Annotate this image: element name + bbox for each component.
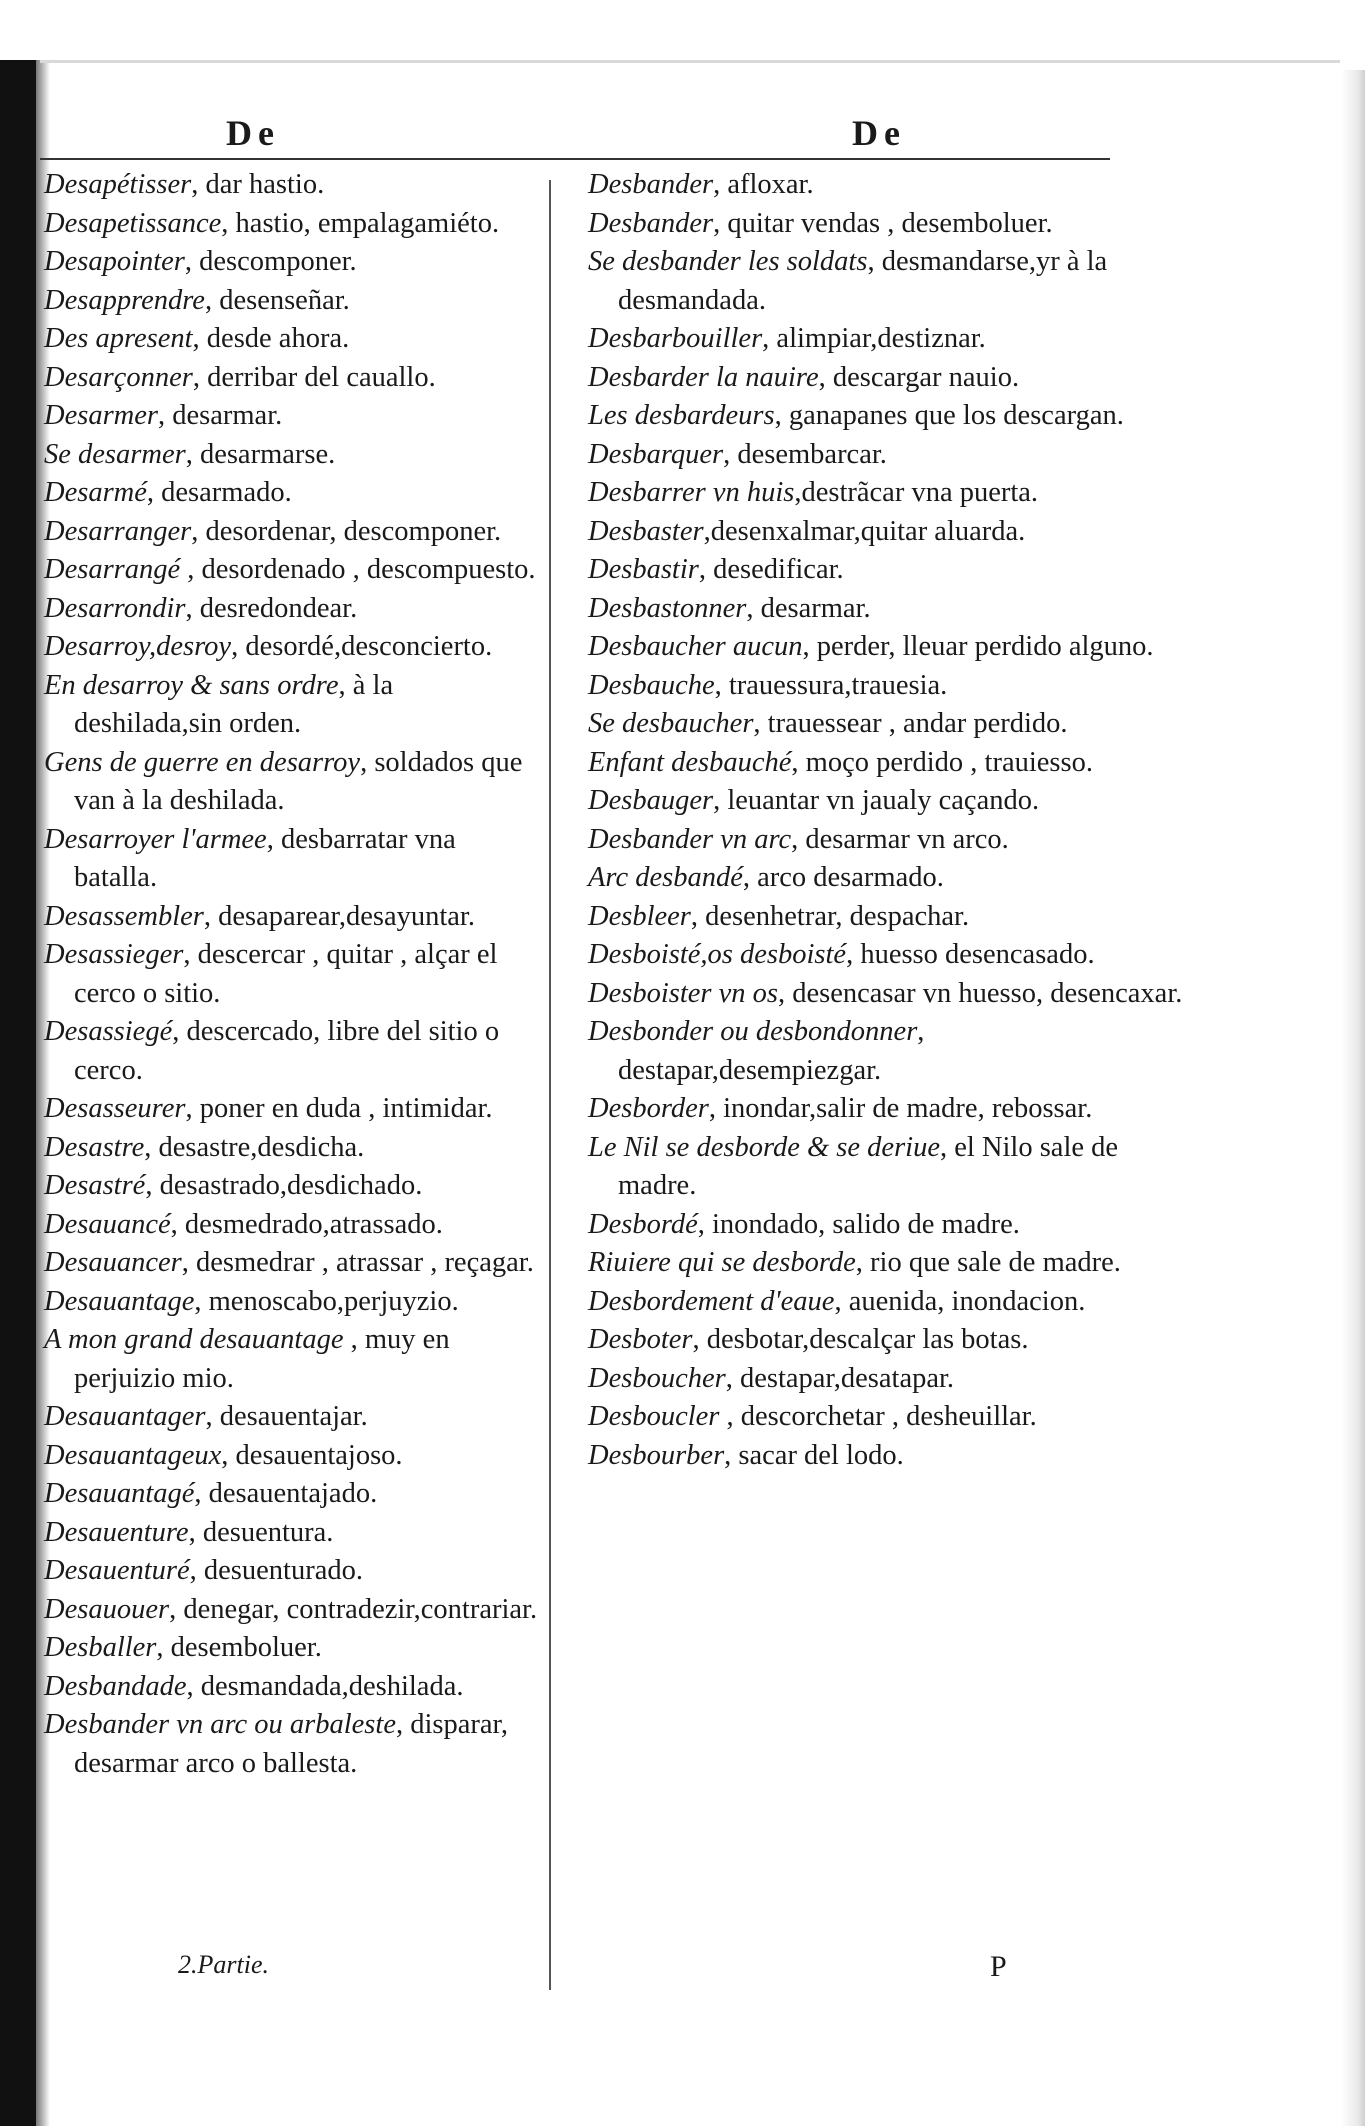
entry-headword: Desbarrer vn huis xyxy=(588,477,795,508)
header-rule xyxy=(40,158,1110,160)
entry-definition: ganapanes que los descargan. xyxy=(788,400,1124,431)
entry-headword: Desbastonner xyxy=(588,592,747,624)
entry-separator: , xyxy=(231,631,246,662)
entry-definition: desedificar. xyxy=(713,554,844,585)
entry-headword: Desarmer xyxy=(44,400,158,431)
entry-separator: , xyxy=(191,515,206,547)
entry-definition: desastrado,desdichado. xyxy=(159,1170,423,1201)
entry-headword: Desarroyer l'armee xyxy=(44,823,267,855)
entry-definition: desredondear. xyxy=(199,592,358,624)
entry-separator: , xyxy=(724,1439,739,1471)
dictionary-entry xyxy=(44,821,544,898)
entry-headword: Desarçonner xyxy=(44,361,193,393)
entry-separator: , xyxy=(703,515,711,547)
entry-definition: soldados que van à la deshilada. xyxy=(74,746,523,816)
entry-separator: , xyxy=(746,592,761,624)
entry-definition: descercar , quitar , alçar el cerco o sitio. xyxy=(74,939,498,1009)
dictionary-entry xyxy=(44,628,544,667)
left-column xyxy=(44,166,544,1783)
entry-definition: trauessura,trauesia. xyxy=(728,669,948,701)
running-head-left: De xyxy=(226,113,280,153)
entry-definition: desordé,desconcierto. xyxy=(245,631,493,662)
entry-headword: Desauantagé xyxy=(44,1478,195,1509)
entry-separator: , xyxy=(818,361,833,393)
entry-definition: leuantar vn jaualy caçando. xyxy=(727,785,1040,816)
dictionary-entry xyxy=(44,436,544,475)
running-head-right: De xyxy=(852,113,906,153)
entry-separator: , xyxy=(834,1285,849,1317)
dictionary-entry xyxy=(44,936,544,1013)
dictionary-entry xyxy=(44,1437,544,1476)
entry-separator: , xyxy=(156,1632,171,1663)
dictionary-entry xyxy=(588,1090,1188,1129)
entry-headword: Desbaucher aucun xyxy=(588,631,803,662)
dictionary-entry xyxy=(44,551,544,590)
entry-definition: descargar nauio. xyxy=(832,361,1020,393)
entry-headword: Desassieger xyxy=(44,939,184,970)
entry-headword: En desarroy & sans ordre xyxy=(44,669,339,701)
entry-separator: , xyxy=(794,477,802,508)
dictionary-entry xyxy=(588,1013,1188,1090)
entry-headword: Se desarmer xyxy=(44,438,186,470)
entry-separator: , xyxy=(192,323,207,354)
entry-definition: desarmarse. xyxy=(199,438,336,470)
entry-definition: desenhetrar, despachar. xyxy=(705,900,970,932)
dictionary-entry xyxy=(44,1129,544,1168)
dictionary-entry xyxy=(44,1167,544,1206)
dictionary-entry xyxy=(44,1206,544,1245)
entry-headword: Desauancer xyxy=(44,1247,182,1278)
entry-definition: desarmar. xyxy=(172,400,283,431)
entry-separator: , xyxy=(791,823,806,855)
dictionary-entry xyxy=(588,1437,1188,1476)
right-column xyxy=(588,166,1188,1475)
dictionary-entry xyxy=(44,1321,544,1398)
dictionary-entry xyxy=(44,359,544,398)
signature-mark: 2.Partie. xyxy=(178,1950,269,1979)
catchword: P xyxy=(990,1950,1007,1983)
entry-definition: sacar del lodo. xyxy=(738,1439,904,1471)
dictionary-entry xyxy=(588,513,1188,552)
dictionary-entry xyxy=(588,744,1188,783)
entry-separator: , xyxy=(698,554,714,585)
entry-separator: , xyxy=(708,1093,724,1124)
entry-separator: , xyxy=(189,1555,204,1586)
entry-definition: desde ahora. xyxy=(206,323,350,354)
entry-definition: alimpiar,destiznar. xyxy=(776,323,986,354)
page-top-edge xyxy=(40,60,1340,63)
entry-definition: desordenado , descompuesto. xyxy=(201,554,536,585)
dictionary-entry xyxy=(588,821,1188,860)
dictionary-entry xyxy=(588,320,1188,359)
entry-headword: Desbordé xyxy=(588,1208,698,1240)
entry-headword: Desauenture xyxy=(44,1516,189,1548)
entry-separator: , xyxy=(194,1478,209,1509)
entry-headword: Desborder xyxy=(588,1093,709,1124)
entry-separator: , xyxy=(917,1016,925,1047)
book-binding-shadow xyxy=(0,60,36,2126)
entry-headword: Desauouer xyxy=(44,1593,170,1625)
entry-separator: , xyxy=(170,1208,185,1240)
entry-definition: destapar,desatapar. xyxy=(739,1362,955,1394)
dictionary-entry xyxy=(44,1090,544,1129)
entry-definition: quitar vendas , desemboluer. xyxy=(727,207,1053,239)
dictionary-entry xyxy=(588,859,1188,898)
entry-headword: Desauenturé xyxy=(44,1555,190,1586)
entry-separator: , xyxy=(185,592,200,624)
dictionary-entry xyxy=(588,898,1188,937)
entry-separator: , xyxy=(725,1362,740,1394)
dictionary-entry xyxy=(588,474,1188,513)
entry-separator: , xyxy=(188,1516,203,1548)
entry-headword: Arc desbandé xyxy=(588,862,743,893)
entry-separator: , xyxy=(338,669,353,701)
entry-definition: desbotar,descalçar las botas. xyxy=(706,1324,1029,1355)
entry-definition: el Nilo sale de madre. xyxy=(618,1131,1119,1201)
entry-headword: Desassiegé xyxy=(44,1016,173,1047)
entry-headword: Desbarder la nauire xyxy=(588,361,819,393)
entry-definition: afloxar. xyxy=(727,169,814,200)
entry-separator: , xyxy=(145,1170,160,1201)
entry-headword: Desbander xyxy=(588,207,714,239)
entry-separator: , xyxy=(183,939,198,970)
entry-headword: Desboter xyxy=(588,1324,693,1355)
entry-headword: Desboucler xyxy=(588,1401,720,1432)
dictionary-entry xyxy=(44,1552,544,1591)
dictionary-entry xyxy=(588,1321,1188,1360)
entry-headword: Desbonder ou desbondonner xyxy=(588,1016,918,1047)
entry-headword: Desarranger xyxy=(44,515,192,547)
entry-definition: desmandarse,yr à la desmandada. xyxy=(618,246,1108,316)
entry-separator: , xyxy=(867,246,882,277)
entry-definition: desuenturado. xyxy=(203,1555,363,1586)
entry-definition: descorchetar , desheuillar. xyxy=(740,1401,1037,1432)
entry-definition: moço perdido , trauiesso. xyxy=(805,746,1093,778)
entry-headword: Desbander vn arc ou arbaleste xyxy=(44,1709,396,1740)
entry-headword: Desassembler xyxy=(44,900,204,932)
entry-separator: , xyxy=(360,746,375,778)
entry-definition: arco desarmado. xyxy=(757,862,944,893)
dictionary-entry xyxy=(44,513,544,552)
entry-headword: Le Nil se desborde & se deriue xyxy=(588,1131,940,1163)
entry-definition: destapar,desempiezgar. xyxy=(618,1054,882,1086)
entry-headword: Desbleer xyxy=(588,900,691,932)
entry-headword: Desbastir xyxy=(588,554,699,585)
entry-separator: , xyxy=(191,169,206,200)
entry-definition: rio que sale de madre. xyxy=(870,1247,1121,1278)
dictionary-entry xyxy=(44,282,544,321)
dictionary-entry xyxy=(588,628,1188,667)
entry-headword: Desbarquer xyxy=(588,438,724,470)
entry-definition: derribar del cauallo. xyxy=(207,361,436,393)
entry-separator: , xyxy=(343,1324,365,1355)
entry-headword: Desauantage xyxy=(44,1285,195,1317)
dictionary-entry xyxy=(44,898,544,937)
entry-definition: auenida, inondacion. xyxy=(848,1285,1086,1317)
entry-definition: muy en perjuizio mio. xyxy=(74,1324,450,1394)
entry-headword: Desarrangé xyxy=(44,554,181,585)
dictionary-entry xyxy=(44,1283,544,1322)
entry-definition: à la deshilada,sin orden. xyxy=(74,669,394,739)
entry-separator: , xyxy=(266,823,281,855)
dictionary-entry xyxy=(44,744,544,821)
entry-separator: , xyxy=(939,1131,955,1163)
entry-headword: Desauancé xyxy=(44,1208,171,1240)
entry-headword: Desboisté,os desboisté xyxy=(588,939,847,970)
entry-headword: Desapprendre xyxy=(44,284,205,316)
dictionary-entry xyxy=(588,590,1188,629)
dictionary-entry xyxy=(44,1706,544,1783)
entry-definition: desordenar, descomponer. xyxy=(205,515,502,547)
dictionary-entry xyxy=(588,705,1188,744)
entry-definition: desenseñar. xyxy=(219,284,350,316)
entry-definition: desarmar. xyxy=(760,592,871,624)
dictionary-entry xyxy=(44,667,544,744)
entry-definition: denegar, contradezir,contrariar. xyxy=(183,1593,538,1625)
entry-separator: , xyxy=(692,1324,707,1355)
entry-definition: hastio, empalagamiéto. xyxy=(235,207,500,239)
entry-definition: desmedrar , atrassar , reçagar. xyxy=(195,1247,534,1278)
entry-headword: Desbander xyxy=(588,169,714,200)
entry-definition: desaparear,desayuntar. xyxy=(218,900,475,932)
entry-separator: , xyxy=(203,900,219,932)
dictionary-entry xyxy=(44,1591,544,1630)
entry-separator: , xyxy=(184,246,200,277)
entry-separator: , xyxy=(221,207,236,239)
entry-definition: desuentura. xyxy=(202,1516,334,1548)
dictionary-entry xyxy=(588,1283,1188,1322)
entry-headword: Desauantageux xyxy=(44,1439,222,1471)
entry-separator: , xyxy=(172,1016,187,1047)
dictionary-entry xyxy=(44,397,544,436)
entry-definition: huesso desencasado. xyxy=(860,939,1095,970)
entry-separator: , xyxy=(846,939,861,970)
entry-definition: desastre,desdicha. xyxy=(158,1131,365,1163)
entry-definition: desarmar vn arco. xyxy=(805,823,1009,855)
entry-headword: Desbauger xyxy=(588,785,714,816)
entry-headword: Enfant desbauché xyxy=(588,746,792,778)
entry-headword: Desballer xyxy=(44,1632,157,1663)
entry-headword: Desbaster xyxy=(588,515,704,547)
entry-definition: desauentajar. xyxy=(219,1401,368,1432)
page-right-edge xyxy=(1341,70,1365,2126)
entry-separator: , xyxy=(855,1247,871,1278)
dictionary-entry xyxy=(44,1398,544,1437)
entry-headword: Se desbaucher xyxy=(588,708,754,739)
entry-separator: , xyxy=(395,1709,411,1740)
entry-headword: Desauantager xyxy=(44,1401,206,1432)
entry-headword: Des apresent xyxy=(44,323,193,354)
dictionary-entry xyxy=(44,1514,544,1553)
entry-separator: , xyxy=(723,438,738,470)
dictionary-entry xyxy=(588,782,1188,821)
entry-separator: , xyxy=(180,554,202,585)
entry-headword: Riuiere qui se desborde xyxy=(588,1247,856,1278)
entry-headword: Se desbander les soldats xyxy=(588,246,868,277)
entry-separator: , xyxy=(221,1439,236,1471)
dictionary-entry xyxy=(588,936,1188,975)
dictionary-entry xyxy=(588,1129,1188,1206)
entry-headword: Desbauche xyxy=(588,669,715,701)
entry-headword: Gens de guerre en desarroy xyxy=(44,746,361,778)
column-divider xyxy=(549,180,551,1990)
entry-definition: desenxalmar,quitar aluarda. xyxy=(710,515,1026,547)
entry-definition: trauessear , andar perdido. xyxy=(767,708,1068,739)
entry-definition: destrãcar vna puerta. xyxy=(801,477,1039,508)
dictionary-entry xyxy=(44,166,544,205)
entry-definition: desmandada,deshilada. xyxy=(200,1670,464,1702)
dictionary-entry xyxy=(588,1206,1188,1245)
entry-separator: , xyxy=(774,400,789,431)
entry-definition: disparar, desarmar arco o ballesta. xyxy=(74,1709,508,1779)
entry-headword: Desbordement d'eaue xyxy=(588,1285,835,1317)
dictionary-entry xyxy=(44,474,544,513)
entry-definition: inondado, salido de madre. xyxy=(712,1208,1020,1240)
entry-headword: Desboucher xyxy=(588,1362,726,1394)
entry-separator: , xyxy=(186,1670,201,1702)
entry-headword: Desbourber xyxy=(588,1439,725,1471)
dictionary-entry xyxy=(44,590,544,629)
entry-separator: , xyxy=(185,438,200,470)
entry-separator: , xyxy=(192,361,208,393)
entry-separator: , xyxy=(762,323,777,354)
entry-separator: , xyxy=(204,284,220,316)
dictionary-entry xyxy=(588,1398,1188,1437)
entry-separator: , xyxy=(146,477,162,508)
entry-separator: , xyxy=(690,900,706,932)
entry-headword: Desbarbouiller xyxy=(588,323,763,354)
entry-definition: descercado, libre del sitio o cerco. xyxy=(74,1016,500,1086)
dictionary-entry xyxy=(588,166,1188,205)
dictionary-entry xyxy=(44,1013,544,1090)
entry-headword: Desasseurer xyxy=(44,1093,186,1124)
entry-headword: Desarroy,desroy xyxy=(44,631,232,662)
entry-headword: Desapetissance xyxy=(44,207,222,239)
entry-definition: desauentajado. xyxy=(208,1478,378,1509)
dictionary-entry xyxy=(588,205,1188,244)
dictionary-entry xyxy=(44,205,544,244)
entry-headword: Desarmé xyxy=(44,477,147,508)
dictionary-entry xyxy=(588,243,1188,320)
dictionary-entry xyxy=(44,320,544,359)
entry-definition: dar hastio. xyxy=(205,169,325,200)
dictionary-entry xyxy=(588,397,1188,436)
entry-separator: , xyxy=(169,1593,184,1625)
entry-headword: Desapétisser xyxy=(44,169,192,200)
entry-headword: Desapointer xyxy=(44,246,185,277)
dictionary-entry xyxy=(44,1244,544,1283)
entry-separator: , xyxy=(719,1401,741,1432)
dictionary-entry xyxy=(588,975,1188,1014)
dictionary-entry xyxy=(44,1629,544,1668)
dictionary-entry xyxy=(44,1668,544,1707)
entry-headword: Les desbardeurs xyxy=(588,400,775,431)
entry-separator: , xyxy=(791,746,806,778)
dictionary-entry xyxy=(588,1244,1188,1283)
entry-separator: , xyxy=(185,1093,200,1124)
entry-separator: , xyxy=(144,1131,159,1163)
entry-headword: Desastre xyxy=(44,1131,145,1163)
entry-definition: desmedrado,atrassado. xyxy=(184,1208,443,1240)
entry-definition: desauentajoso. xyxy=(235,1439,403,1471)
entry-definition: poner en duda , intimidar. xyxy=(199,1093,493,1124)
entry-separator: , xyxy=(713,169,728,200)
dictionary-page xyxy=(40,70,1300,2070)
entry-definition: inondar,salir de madre, rebossar. xyxy=(723,1093,1093,1124)
dictionary-entry xyxy=(588,667,1188,706)
entry-definition: descomponer. xyxy=(199,246,357,277)
entry-definition: menoscabo,perjuyzio. xyxy=(208,1285,459,1317)
dictionary-entry xyxy=(588,436,1188,475)
entry-separator: , xyxy=(194,1285,209,1317)
entry-separator: , xyxy=(205,1401,220,1432)
entry-definition: desarmado. xyxy=(161,477,292,508)
dictionary-entry xyxy=(588,359,1188,398)
entry-definition: desembarcar. xyxy=(737,438,887,470)
entry-separator: , xyxy=(697,1208,713,1240)
dictionary-entry xyxy=(44,243,544,282)
entry-separator: , xyxy=(158,400,173,431)
entry-definition: desemboluer. xyxy=(170,1632,322,1663)
entry-headword: Desboister vn os xyxy=(588,977,778,1009)
entry-headword: Desastré xyxy=(44,1170,146,1201)
entry-separator: , xyxy=(714,669,729,701)
entry-headword: Desbander vn arc xyxy=(588,823,792,855)
entry-headword: A mon grand desauantage xyxy=(44,1324,344,1355)
dictionary-entry xyxy=(588,1360,1188,1399)
entry-definition: desbarratar vna batalla. xyxy=(74,823,456,893)
entry-separator: , xyxy=(713,207,728,239)
entry-definition: perder, lleuar perdido alguno. xyxy=(816,631,1154,662)
entry-headword: Desbandade xyxy=(44,1670,187,1702)
entry-separator: , xyxy=(802,631,817,662)
entry-definition: desencasar vn huesso, desencaxar. xyxy=(792,977,1183,1009)
entry-headword: Desarrondir xyxy=(44,592,186,624)
entry-separator: , xyxy=(777,977,793,1009)
entry-separator: , xyxy=(181,1247,196,1278)
dictionary-entry xyxy=(44,1475,544,1514)
entry-separator: , xyxy=(742,862,758,893)
dictionary-entry xyxy=(588,551,1188,590)
entry-separator: , xyxy=(753,708,768,739)
entry-separator: , xyxy=(713,785,728,816)
